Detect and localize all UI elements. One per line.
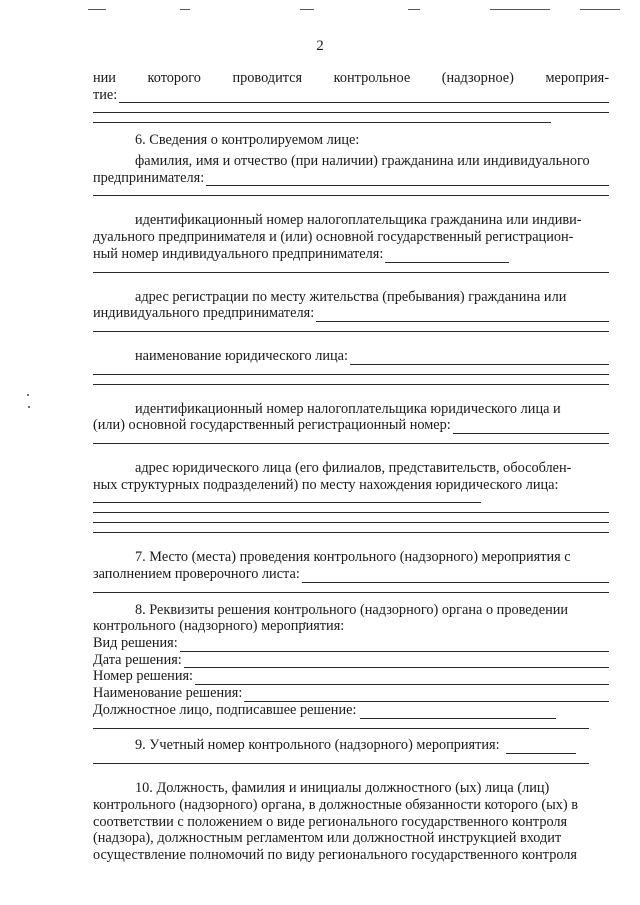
fill-line[interactable] [385,250,509,263]
word: контрольное [333,70,411,86]
section9-record-number-field[interactable] [93,738,609,755]
fill-line[interactable] [360,706,556,719]
section6-org-name-field[interactable] [93,348,609,365]
section6-p1-line1: фамилия, имя и отчество (при наличии) гражданина или индивидуального [135,153,590,170]
section6-p2-line1: идентификационный номер налогоплательщика гражданина или индиви- [135,212,582,229]
section10-line4: (надзора), должностным регламентом или должностной инструкцией входит [93,830,562,847]
field-label: заполнением проверочного листа: [93,565,300,582]
section10-line3: соответствии с положением о виде регионального государственного контроля [93,813,568,830]
field-label: Должностное лицо, подписавшее решение: [93,701,357,718]
field-label: Дата решения: [93,651,182,668]
field-label: ный номер индивидуального предпринимателя: [93,245,384,262]
word: мероприя- [545,70,609,86]
fill-line[interactable] [119,90,609,103]
decision-number-field[interactable] [93,668,609,685]
fill-line[interactable] [302,570,609,583]
section6-fio-field[interactable] [93,170,609,187]
fill-line[interactable] [244,689,609,702]
field-label: индивидуального предпринимателя: [93,305,315,322]
section10-line5: осуществление полномочий по виду регионального государственного контроля [93,846,578,863]
field-label: Вид решения: [93,635,178,652]
field-label: наименование юридического лица: [135,347,348,364]
section8-line2: контрольного (надзорного) мероприятия: [93,618,345,635]
word: (надзорное) [441,70,514,86]
section10-line1: 10. Должность, фамилия и инициалы должностного (ых) лица (лиц) [135,780,550,797]
section8-line1: 8. Реквизиты решения контрольного (надзорного) органа о проведении [135,601,569,618]
page-number: 2 [316,38,324,54]
section7-line1: 7. Место (места) проведения контрольного (надзорного) мероприятия с [135,549,571,566]
word: проводится [232,70,303,86]
field-label: Номер решения: [93,668,194,685]
field-label: (или) основной государственный регистрационный номер: [93,417,451,434]
fill-line[interactable] [184,655,609,668]
section5-continuation-line [93,70,609,87]
scan-speck [27,394,29,396]
word: нии [93,70,116,86]
section6-p2-line2: дуального предпринимателя и (или) основной государственный регистрацион- [93,229,574,246]
section6-inn-org-field[interactable] [93,417,609,434]
fill-line[interactable] [195,672,609,685]
section6-address-ip-field[interactable] [93,305,609,322]
field-label: тие: [93,86,118,103]
section6-p5-line1: идентификационный номер налогоплательщика юридического лица и [135,400,561,417]
decision-date-field[interactable] [93,652,609,669]
fill-line[interactable] [316,309,609,322]
decision-signatory-field[interactable] [93,702,609,719]
section5-end-field[interactable] [93,87,609,104]
fill-line[interactable] [180,639,609,652]
decision-name-field[interactable] [93,685,609,702]
section6-p3-line1: адрес регистрации по месту жительства (пребывания) гражданина или [135,288,567,305]
word: которого [147,70,201,86]
scan-speck [28,406,30,408]
decision-type-field[interactable] [93,635,609,652]
fill-line[interactable] [506,741,576,754]
section6-heading: 6. Сведения о контролируемом лице: [135,132,360,149]
fill-line[interactable] [453,421,609,434]
field-label: предпринимателя: [93,169,205,186]
fill-line[interactable] [350,352,609,365]
field-label: Наименование решения: [93,685,243,702]
fill-line[interactable] [206,173,609,186]
document-body [93,70,609,864]
section6-inn-ip-field[interactable] [93,246,609,263]
section7-place-field[interactable] [93,566,609,583]
section10-line2: контрольного (надзорного) органа, в должностные обязанности которого (ых) в [93,796,579,813]
section6-p6-line1: адрес юридического лица (его филиалов, представительств, обособлен- [135,459,572,476]
section6-p6-line2: ных структурных подразделений) по месту нахождения юридического лица: [93,476,559,493]
field-label: 9. Учетный номер контрольного (надзорного) мероприятия: [135,737,500,754]
scan-edge-marks [0,9,640,12]
